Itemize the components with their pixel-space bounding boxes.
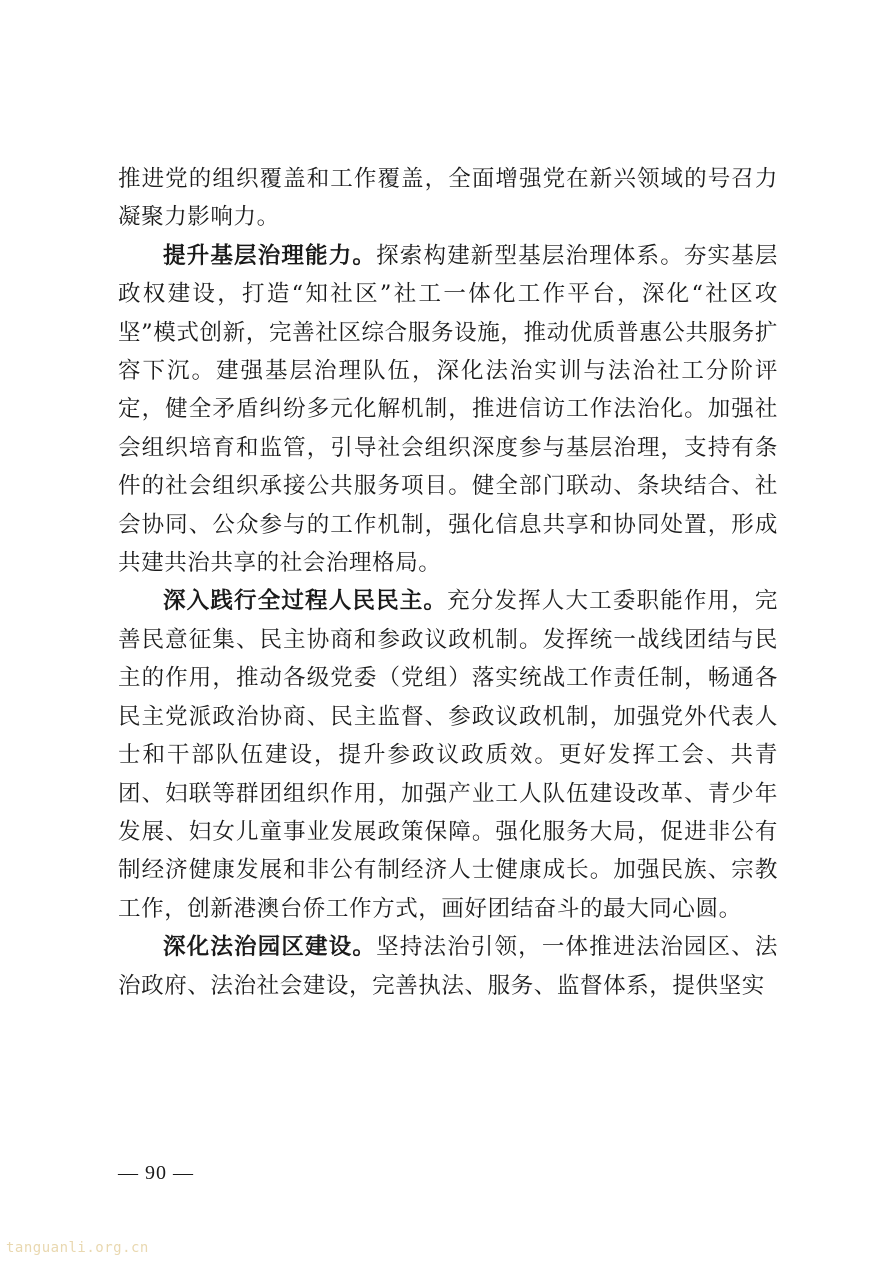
paragraph-continuation: [118, 160, 778, 237]
paragraph-text: 探索构建新型基层治理体系。夯实基层政权建设，打造“知社区”社工一体化工作平台，深化“社区攻坚”模式创新，完善社区综合服务设施，推动优质普惠公共服务扩容下沉。建强基层治理队伍，深化法治实训与法治社工分阶评定，健全矛盾纠纷多元化解机制，推进信访工作法治化。加强社会组织培育和监管，引导社会组织深度参与基层治理，支持有条件的社会组织承接公共服务项目。健全部门联动、条块结合、社会协同、公众参与的工作机制，强化信息共享和协同处置，形成共建共治共享的社会治理格局。: [118, 242, 779, 577]
document-body: [118, 160, 778, 1005]
paragraph-text: 推进党的组织覆盖和工作覆盖，全面增强党在新兴领域的号召力凝聚力影响力。: [118, 166, 778, 231]
paragraph-peoples-democracy: [118, 582, 778, 928]
paragraph-text: 坚持法治引领，一体推进法治园区、法治政府、法治社会建设，完善执法、服务、监督体系，提供坚实: [118, 934, 779, 999]
paragraph-lead: 深化法治园区建设。: [163, 934, 377, 961]
paragraph-lead: 提升基层治理能力。: [163, 242, 377, 269]
paragraph-rule-of-law-park: [118, 928, 778, 1005]
paragraph-grassroots-governance: [118, 237, 778, 583]
watermark: tanguanli.org.cn: [6, 1240, 149, 1256]
page-number: — 90 —: [118, 1162, 194, 1184]
paragraph-text: 充分发挥人大工委职能作用，完善民意征集、民主协商和参政议政机制。发挥统一战线团结与民主的作用，推动各级党委（党组）落实统战工作责任制，畅通各民主党派政治协商、民主监督、参政议政机制，加强党外代表人士和干部队伍建设，提升参政议政质效。更好发挥工会、共青团、妇联等群团组织作用，加强产业工人队伍建设改革、青少年发展、妇女儿童事业发展政策保障。强化服务大局，促进非公有制经济健康发展和非公有制经济人士健康成长。加强民族、宗教工作，创新港澳台侨工作方式，画好团结奋斗的最大同心圆。: [118, 588, 778, 922]
paragraph-lead: 深入践行全过程人民民主。: [163, 588, 448, 615]
